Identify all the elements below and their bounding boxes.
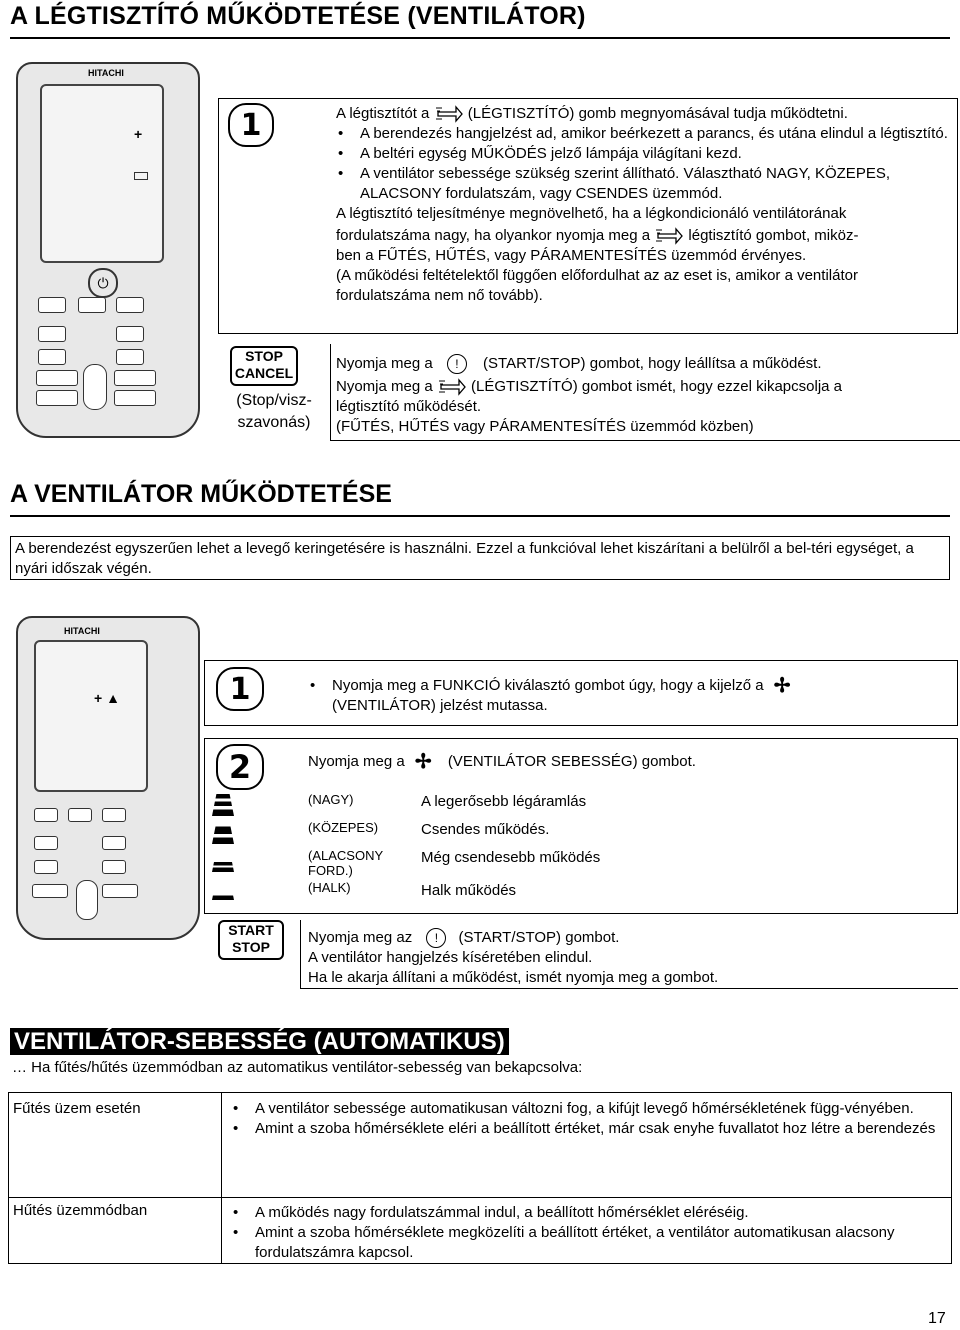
fan-icon: + ▲ bbox=[94, 690, 120, 706]
title-text: VENTILÁTOR-SEBESSÉG (AUTOMATIKUS) bbox=[10, 1028, 509, 1055]
start-stop-icon: ! bbox=[447, 354, 467, 374]
bullet-item: • Amint a szoba hőmérséklete eléri a beállított értéket, már csak enyhe fuvallatot hoz létre a berendezés bbox=[255, 1119, 943, 1139]
stop-caption: (Stop/visz-szavonás) bbox=[236, 392, 312, 431]
air-purifier-icon bbox=[654, 226, 684, 246]
divider bbox=[330, 440, 960, 441]
intro-text: A berendezést egyszerűen lehet a levegő keringetésére is használni. Ezzel a funkcióval lehet kiszárítani a belülről a bel-téri egységet, a nyári időszak végén. bbox=[15, 540, 914, 577]
speed-code: (KÖZEPES) bbox=[308, 820, 379, 835]
remote-button[interactable] bbox=[68, 808, 92, 822]
text: Nyomja meg az bbox=[308, 929, 413, 946]
text: Nyomja meg a bbox=[308, 753, 405, 770]
text: (START/STOP) gombot, hogy leállítsa a működést. bbox=[483, 355, 822, 372]
remote-button[interactable] bbox=[102, 884, 138, 898]
silent-speed-icon bbox=[212, 878, 234, 900]
start-line bbox=[308, 928, 948, 948]
section-title-inverted bbox=[10, 1028, 509, 1056]
bullet-item: • A beltéri egység MŰKÖDÉS jelző lámpája világítani kezd. bbox=[360, 144, 956, 164]
remote-button[interactable] bbox=[102, 808, 126, 822]
speed-desc: Még csendesebb működés bbox=[421, 849, 601, 866]
start-text bbox=[308, 928, 948, 988]
text: (START/STOP) gombot. bbox=[458, 929, 620, 946]
page-number: 17 bbox=[928, 1310, 946, 1327]
speed-code: (NAGY) bbox=[308, 792, 354, 807]
para-line bbox=[336, 226, 956, 246]
remote-brand: HITACHI bbox=[64, 626, 100, 636]
speed-code: (ALACSONY FORD.) bbox=[308, 848, 383, 878]
stop-line bbox=[336, 354, 956, 374]
step-number-1: 1 bbox=[216, 667, 264, 711]
start-label: START bbox=[228, 922, 274, 938]
text: Nyomja meg a bbox=[336, 378, 433, 396]
stop-text bbox=[336, 354, 956, 437]
remote-button[interactable] bbox=[34, 860, 58, 874]
section-title: A VENTILÁTOR MŰKÖDTETÉSE bbox=[10, 480, 392, 508]
start-stop-button-image bbox=[218, 920, 284, 960]
low-speed-icon bbox=[212, 850, 234, 872]
remote-button[interactable] bbox=[38, 349, 66, 365]
table-items-cell bbox=[231, 1099, 943, 1139]
remote-button[interactable] bbox=[36, 370, 78, 386]
stop-line bbox=[336, 377, 956, 397]
stop-label: STOP bbox=[232, 939, 270, 955]
remote-button[interactable] bbox=[34, 836, 58, 850]
step-number-1: 1 bbox=[228, 103, 274, 147]
start-stop-icon: ! bbox=[426, 928, 446, 948]
table-col-divider bbox=[221, 1093, 222, 1263]
text: (VENTILÁTOR SEBESSÉG) gombot. bbox=[447, 753, 696, 770]
remote-brand: HITACHI bbox=[88, 68, 124, 78]
speed-code: (HALK) bbox=[308, 880, 351, 895]
para-line: A légtisztító teljesítménye megnövelhető, ha a légkondicionáló ventilátorának bbox=[336, 205, 847, 223]
air-purifier-button[interactable] bbox=[116, 297, 144, 313]
remote-button[interactable] bbox=[34, 808, 58, 822]
text: fordulatszáma nagy, ha olyankor nyomja meg a bbox=[336, 227, 651, 245]
speed-desc: A legerősebb légáramlás bbox=[421, 793, 587, 810]
table-items-cell bbox=[231, 1203, 943, 1263]
table-bullets bbox=[231, 1203, 943, 1263]
divider bbox=[330, 344, 331, 440]
remote-button[interactable] bbox=[38, 326, 66, 342]
plus-icon: + bbox=[134, 126, 143, 142]
speed-icons bbox=[210, 794, 236, 904]
remote-button[interactable] bbox=[38, 297, 66, 313]
para-line: ben a FŰTÉS, HŰTÉS, vagy PÁRAMENTESÍTÉS üzemmód érvényes. bbox=[336, 247, 807, 265]
text: Nyomja meg a FUNKCIÓ kiválasztó gombot úgy, hogy a kijelző a bbox=[332, 677, 764, 694]
step-1-line bbox=[336, 104, 956, 124]
updown-button[interactable] bbox=[83, 364, 107, 410]
remote-button[interactable] bbox=[116, 326, 144, 342]
remote-button[interactable] bbox=[36, 390, 78, 406]
bullet-item: • A ventilátor sebessége automatikusan változni fog, a kifújt levegő hőmérsékletének függ-vényében. bbox=[255, 1099, 943, 1119]
title-rule bbox=[10, 37, 950, 39]
para-line: (A működési feltételektől függően előfordulhat az az eset is, amikor a ventilátor fordulatszáma nem nő tovább). bbox=[336, 267, 858, 305]
updown-button[interactable] bbox=[76, 880, 98, 920]
start-line: A ventilátor hangjelzés kíséretében elindul. bbox=[308, 949, 593, 967]
intro-box bbox=[10, 536, 950, 580]
remote-button[interactable] bbox=[114, 390, 156, 406]
bullet-item: • A ventilátor sebessége szükség szerint állítható. Választható NAGY, KÖZEPES, ALACSONY fordulatszám, vagy CSENDES üzemmód. bbox=[360, 164, 956, 204]
medium-speed-icon bbox=[212, 822, 234, 844]
table-bullets bbox=[231, 1099, 943, 1139]
text: (VENTILÁTOR) jelzést mutassa. bbox=[332, 697, 548, 715]
step-1-text bbox=[336, 104, 956, 306]
fan-icon: ✢ bbox=[773, 675, 791, 698]
table-row-divider bbox=[9, 1197, 951, 1198]
step-1-bullets bbox=[336, 124, 956, 204]
cancel-label: CANCEL bbox=[234, 365, 294, 381]
remote-button[interactable] bbox=[102, 860, 126, 874]
page-title: A LÉGTISZTÍTÓ MŰKÖDTETÉSE (VENTILÁTOR) bbox=[10, 2, 586, 30]
power-button[interactable]: ⏻ bbox=[88, 268, 118, 298]
bullet-item bbox=[332, 676, 928, 716]
remote-button[interactable] bbox=[32, 884, 68, 898]
auto-intro: … Ha fűtés/hűtés üzemmódban az automatikus ventilátor-sebesség van bekapcsolva: bbox=[12, 1059, 583, 1076]
divider bbox=[300, 920, 301, 988]
text: légtisztító gombot, miköz- bbox=[688, 227, 859, 245]
stop-line: légtisztító működését. bbox=[336, 398, 482, 416]
text: (LÉGTISZTÍTÓ) gombot ismét, hogy ezzel kikapcsolja a bbox=[471, 378, 843, 396]
divider bbox=[300, 988, 958, 989]
step-number-2: 2 bbox=[216, 744, 264, 790]
auto-fan-table bbox=[8, 1092, 952, 1264]
start-line: Ha le akarja állítani a működést, ismét nyomja meg a gombot. bbox=[308, 969, 719, 987]
table-mode-cell: Hűtés üzemmódban bbox=[13, 1202, 148, 1219]
remote-button[interactable] bbox=[116, 349, 144, 365]
fan-step-2-line bbox=[308, 752, 928, 772]
mode-icon bbox=[134, 172, 148, 180]
fan-speed-button[interactable] bbox=[102, 836, 126, 850]
table-mode-cell: Fűtés üzem esetén bbox=[13, 1100, 141, 1117]
speed-desc: Halk működés bbox=[421, 882, 517, 899]
text: Nyomja meg a bbox=[336, 355, 433, 372]
bullet-item: • A berendezés hangjelzést ad, amikor beérkezett a parancs, és utána elindul a légtisztító. bbox=[360, 124, 956, 144]
remote-button[interactable] bbox=[78, 297, 106, 313]
bullet-item: • A működés nagy fordulatszámmal indul, a beállított hőmérséklet eléréséig. bbox=[255, 1203, 943, 1223]
remote-button[interactable] bbox=[114, 370, 156, 386]
fan-icon: ✢ bbox=[414, 751, 432, 774]
air-purifier-icon bbox=[434, 104, 464, 124]
title-rule bbox=[10, 515, 950, 517]
high-speed-icon bbox=[212, 794, 234, 816]
stop-label: STOP bbox=[245, 348, 283, 364]
text: A légtisztítót a bbox=[336, 105, 430, 122]
bullet-item: • Amint a szoba hőmérséklete megközelíti a beállított értéket, a ventilátor automatikusan alacsony fordulatszámra kapcsol. bbox=[255, 1223, 943, 1263]
fan-step-1-bullets bbox=[308, 676, 928, 716]
air-purifier-icon bbox=[437, 377, 467, 397]
text: (LÉGTISZTÍTÓ) gomb megnyomásával tudja működtetni. bbox=[467, 105, 848, 122]
fan-step-1-text bbox=[308, 676, 928, 716]
stop-cancel-button-image bbox=[230, 346, 298, 386]
remote-illustration-1 bbox=[14, 60, 214, 440]
remote-display bbox=[40, 84, 164, 263]
speed-desc: Csendes működés. bbox=[421, 821, 550, 838]
remote-illustration-2 bbox=[14, 614, 204, 944]
remote-display bbox=[34, 640, 148, 792]
stop-line: (FŰTÉS, HŰTÉS vagy PÁRAMENTESÍTÉS üzemmód közben) bbox=[336, 418, 754, 436]
